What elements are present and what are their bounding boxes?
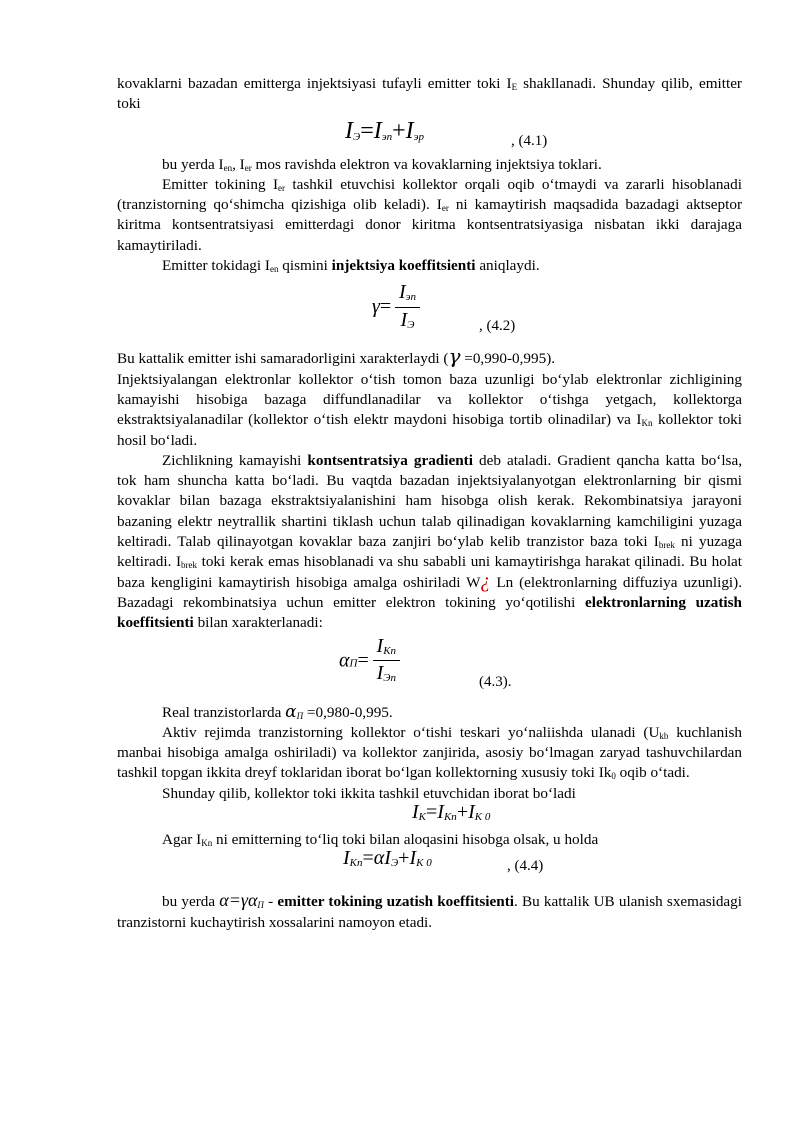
- symbol: ¿: [480, 569, 491, 592]
- text: shakllanadi. Shunday qilib, emitter toki: [117, 75, 742, 113]
- text: kovaklarni bazadan emitterga injektsiyasi tufayli emitter toki I: [117, 75, 512, 92]
- paragraph-1: [117, 74, 742, 115]
- bold-term: emitter tokining uzatish koeffitsienti: [277, 893, 514, 911]
- equation-number: , (4.2): [479, 318, 516, 335]
- paragraph-11: Agar $I_{Kn}$ ni emitterning to‘liq toki bilan aloqasini hisobga olsak, u holda: [162, 831, 599, 849]
- paragraph-9: Aktiv rejimda tranzistorning kollektor o‘tishi teskari yo‘naliishda ulanadi ($U_{kb}$ kuchlanish manbai hisobiga amalga oshiriladi) va kollektor zanjirida, asosiy bo‘lmagan zaryad tashuvchilardan tashkil topgan ikkita dreyf toklaridan iborat bo‘lgan kollektorning xususiy toki $Ik_0$ oqib o‘tadi.: [117, 723, 742, 782]
- paragraph-2: bu yerda $I_{en}$, $I_{er}$ mos ravishda elektron va kovaklarning injektsiya toklari.: [162, 155, 602, 173]
- equation-number: , (4.1): [511, 132, 548, 149]
- formula: $I_Э=I_{эn}+I_{эр}$: [345, 117, 425, 144]
- subscript: E: [511, 82, 518, 92]
- bold-term: injektsiya koeffitsienti: [331, 257, 476, 275]
- formula: $I_{Kn}=\alpha I_Э+I_{K 0}$: [343, 847, 432, 870]
- gamma-symbol: γ: [448, 344, 461, 369]
- formula: $\alpha_П=$ $\frac{I_{Kn}}{I_{Эn}}$: [339, 636, 400, 686]
- equation-collector-current: [117, 801, 742, 830]
- equation-number: (4.3).: [479, 673, 512, 690]
- paragraph-4: Emitter tokidagi $I_{en}$ qismini injektsiya koeffitsienti aniqlaydi.: [162, 257, 540, 275]
- equation-4-4: [117, 847, 742, 890]
- paragraph-10: Shunday qilib, kollektor toki ikkita tashkil etuvchidan iborat bo‘ladi: [162, 784, 576, 802]
- inline-formula: α=γα: [219, 890, 258, 911]
- paragraph-8: Real tranzistorlarda $\alpha_П =0,980-0,995$.: [162, 701, 393, 722]
- paragraph-5: Bu kattalik emitter ishi samaradorligini xarakterlaydi (γ =0,990-0,995).: [117, 344, 556, 369]
- equation-4-2: [117, 276, 742, 346]
- equation-4-1: [117, 115, 742, 155]
- bold-term: kontsentratsiya gradienti: [307, 451, 473, 469]
- formula: $I_K=I_{Kn}+I_{K 0}$: [412, 801, 491, 824]
- paragraph-6: Injektsiyalangan elektronlar kollektor o‘tish tomon baza uzunligi bo‘ylab elektronlar zichligining kamayishi hisobiga bazaga diffundlanadilar va kollektor o‘tishga yetgach, kollektorga ekstraktsiyalanadilar (kollektor o‘tish elektr maydoni hisobiga tortib olinadilar) va $I_{Kn}$ kollektor toki hosil bo‘ladi.: [117, 370, 742, 449]
- alpha-symbol: α: [285, 701, 297, 722]
- document-page: [117, 74, 742, 933]
- equation-number: , (4.4): [507, 858, 544, 875]
- paragraph-12: bu yerda $\alpha=\gamma\alpha_П$ - emitter tokining uzatish koeffitsienti. Bu kattalik UB ulanish sxemasidagi tranzistorni kuchaytirish xossalarini namoyon etadi.: [117, 890, 742, 931]
- paragraph-3: Emitter tokining $I_{er}$ tashkil etuvchisi kollektor orqali oqib o‘tmaydi va zararli hisoblanadi (tranzistorning qo‘shimcha qizishiga olib keladi). $I_{er}$ ni kamaytirish maqsadida bazadagi aktseptor kiritma kontsentratsiyasi emitterdagi donor kiritma kontsentratsiyasiga nisbatan ikki darajaga kamaytiriladi.: [117, 175, 742, 254]
- bold-term: elektronlarning uzatish koeffitsienti: [117, 593, 743, 632]
- formula: γ= $\frac{I_{эn}}{I_Э}$: [372, 282, 420, 332]
- equation-4-3: [117, 634, 742, 702]
- paragraph-7: Zichlikning kamayishi kontsentratsiya gradienti deb ataladi. Gradient qancha katta bo‘lsa, tok ham shuncha katta bo‘ladi. Bu vaqtda bazadan injektsiyalanyotgan elektronlarning bir qismi kovaklar bilan bazaga ekstraktsiyalanishini ham hisobga olish kerak. Rekombinatsiya jarayoni bazaning elektr neytrallik shartini tiklash uchun talab qilinadigan kovaklarning kamchiligini yuzaga keltiradi. Talab qilinayotgan kovaklar baza zanjiri bo‘ylab kelib tranzistor baza toki $I_{brek}$ ni yuzaga keltiradi. $I_{brek}$ toki kerak emas hisoblanadi va shu sababli uni kamaytirishga harakat qilinadi. Bu holat baza kengligini kamaytirish hisobiga amalga oshiriladi W¿ Ln (elektronlarning diffuziya uzunligi). Bazadagi rekombinatsiya uchun emitter elektron tokining yo‘qotilishi elektronlarning uzatish koeffitsienti bilan xarakterlanadi:: [117, 451, 743, 632]
